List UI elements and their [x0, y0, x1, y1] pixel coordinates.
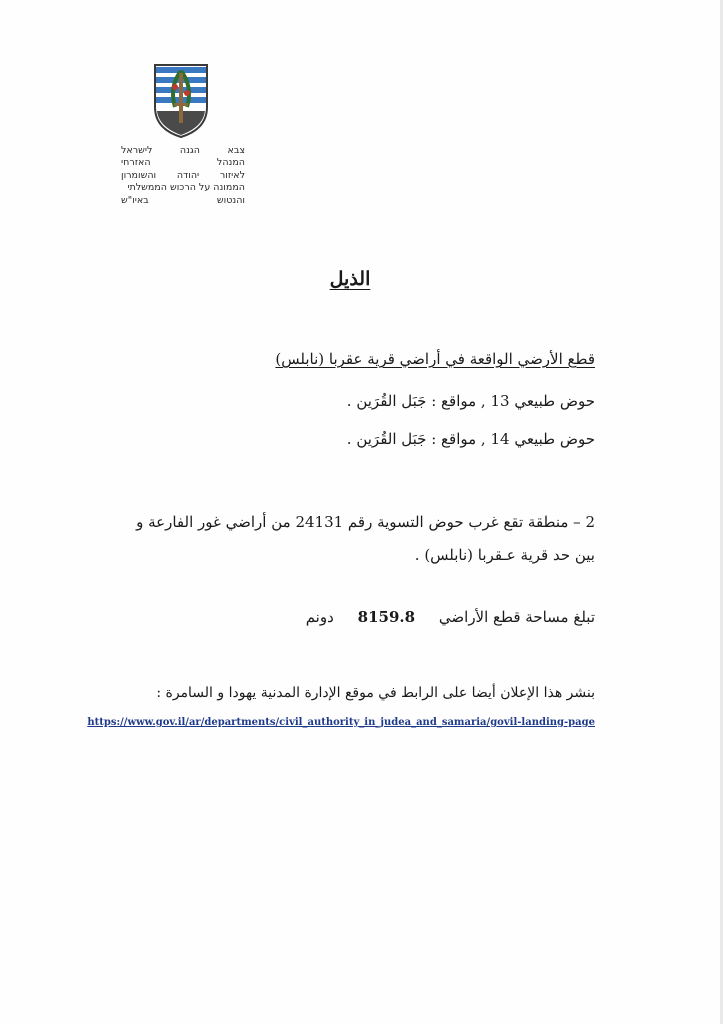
area-prefix: تبلغ مساحة قطع الأراضي [438, 608, 595, 626]
letterhead-text [121, 145, 245, 207]
paragraph-area-description: 2 – منطقة تقع غرب حوض التسوية رقم 24131 من أراضي غور الفارعة و بين حد قرية عـقربا (نابلس) . [136, 513, 595, 564]
letterhead-line: והנטוש באיו"ש [121, 194, 245, 206]
letterhead-line: לאיזור יהודה והשומרון [121, 169, 245, 181]
civil-authority-link[interactable]: https://www.gov.il/ar/departments/civil_authority_in_judea_and_samaria/govil-landing-page [87, 717, 595, 728]
basin-line: حوض طبيعي 13 , مواقع : جَبَل القُرَين . [346, 392, 595, 410]
publish-note: بنشر هذا الإعلان أيضا على الرابط في موقع الإدارة المدنية يهودا و السامرة : [156, 685, 595, 701]
basin-line: حوض طبيعي 14 , مواقع : جَبَل القُرَين . [346, 430, 595, 448]
letterhead-line: המנהל האזרחי [121, 157, 245, 169]
idf-civil-administration-emblem-icon [153, 63, 209, 139]
letterhead-line: צבא הגנה לישראל [121, 145, 245, 156]
letterhead-line: הממונה על הרכוש הממשלתי [127, 182, 245, 194]
document-title: الذيل [329, 268, 371, 290]
area-unit: دونم [305, 608, 334, 626]
area-value: 8159.8 [357, 608, 416, 626]
area-statement [306, 608, 595, 626]
document-subtitle: قطع الأرضي الواقعة في أراضي قرية عقربا (نابلس) [275, 350, 595, 368]
